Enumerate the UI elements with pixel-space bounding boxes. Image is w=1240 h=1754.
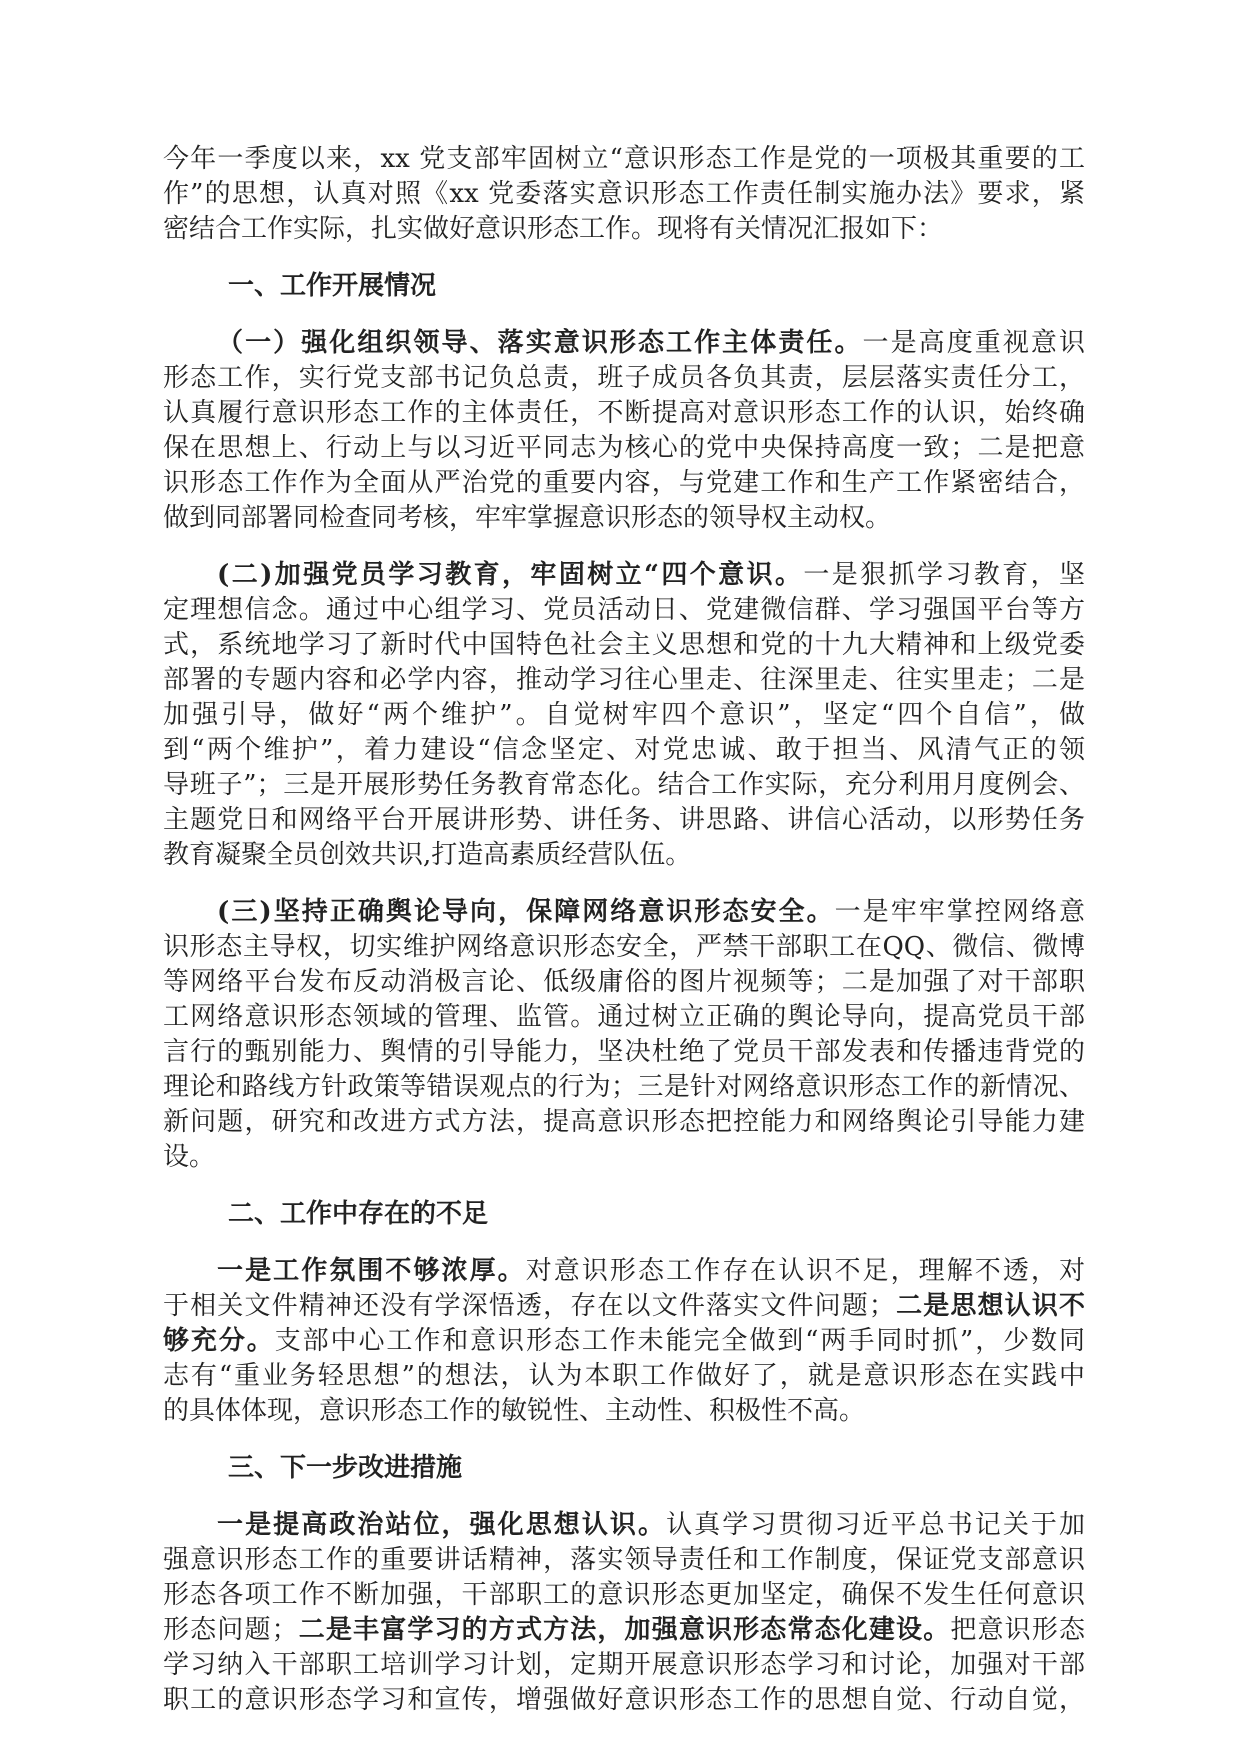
text-line bbox=[163, 965, 1085, 1000]
text: 把意识形态 bbox=[950, 1615, 1085, 1645]
text-line bbox=[163, 1140, 1085, 1175]
text-line bbox=[163, 1543, 1085, 1578]
text: 一是狠抓学习教育，坚 bbox=[803, 560, 1085, 590]
text: 做到同部署同检查同考核，牢牢掌握意识形态的领导权主动权。 bbox=[163, 503, 892, 533]
text-line bbox=[163, 1578, 1085, 1613]
text-line bbox=[163, 768, 1085, 803]
document-body bbox=[163, 142, 1085, 1740]
text-line bbox=[163, 803, 1085, 838]
text-line bbox=[163, 1000, 1085, 1035]
text: 保在思想上、行动上与以习近平同志为核心的党中央保持高度一致；二是把意 bbox=[163, 433, 1085, 463]
paragraph bbox=[163, 558, 1085, 873]
text-line bbox=[163, 663, 1085, 698]
text-line bbox=[163, 212, 1085, 247]
text: 今年一季度以来，xx 党支部牢固树立“意识形态工作是党的一项极其重要的工 bbox=[163, 144, 1085, 174]
text-line bbox=[163, 1035, 1085, 1070]
section-heading bbox=[163, 269, 1085, 304]
text-line bbox=[163, 431, 1085, 466]
text-line bbox=[163, 1105, 1085, 1140]
text: 二、工作中存在的不足 bbox=[228, 1199, 489, 1229]
text-line bbox=[163, 1359, 1085, 1394]
text-line bbox=[163, 466, 1085, 501]
text: 强意识形态工作的重要讲话精神，落实领导责任和工作制度，保证党支部意识 bbox=[163, 1545, 1085, 1575]
text: 新问题，研究和改进方式方法，提高意识形态把控能力和网络舆论引导能力建 bbox=[163, 1107, 1085, 1137]
text: 部署的专题内容和必学内容，推动学习往心里走、往深里走、往实里走；二是 bbox=[163, 665, 1085, 695]
section-heading bbox=[163, 1197, 1085, 1232]
text-line bbox=[163, 895, 1085, 930]
text-line bbox=[163, 558, 1085, 593]
text-line bbox=[163, 501, 1085, 536]
text: 一是高度重视意识 bbox=[862, 328, 1085, 358]
text-line bbox=[163, 1254, 1085, 1289]
text: 等网络平台发布反动消极言论、低级庸俗的图片视频等；二是加强了对干部职 bbox=[163, 967, 1085, 997]
paragraph bbox=[163, 142, 1085, 247]
text: 识形态主导权，切实维护网络意识形态安全，严禁干部职工在QQ、微信、微博 bbox=[163, 932, 1085, 962]
text: 工网络意识形态领域的管理、监管。通过树立正确的舆论导向，提高党员干部 bbox=[163, 1002, 1085, 1032]
text: 到“两个维护”，着力建设“信念坚定、对党忠诚、敢于担当、风清气正的领 bbox=[163, 735, 1085, 765]
paragraph bbox=[163, 1254, 1085, 1429]
text: 加强引导，做好“两个维护”。自觉树牢四个意识”，坚定“四个自信”，做 bbox=[163, 700, 1085, 730]
text-line bbox=[163, 142, 1085, 177]
text: 定理想信念。通过中心组学习、党员活动日、党建微信群、学习强国平台等方 bbox=[163, 595, 1085, 625]
text-line bbox=[163, 177, 1085, 212]
text-line bbox=[163, 396, 1085, 431]
text: 支部中心工作和意识形态工作未能完全做到“两手同时抓”，少数同 bbox=[274, 1326, 1085, 1356]
text: 作”的思想，认真对照《xx 党委落实意识形态工作责任制实施办法》要求，紧 bbox=[163, 179, 1085, 209]
text-line bbox=[163, 361, 1085, 396]
text: 三、下一步改进措施 bbox=[228, 1453, 463, 1483]
text: 的具体体现，意识形态工作的敏锐性、主动性、积极性不高。 bbox=[163, 1396, 866, 1426]
text: 一是牢牢掌控网络意 bbox=[834, 897, 1085, 927]
text-line bbox=[163, 1683, 1085, 1718]
text-line bbox=[163, 1451, 1085, 1486]
text-line bbox=[163, 1613, 1085, 1648]
text: 主题党日和网络平台开展讲形势、讲任务、讲思路、讲信心活动，以形势任务 bbox=[163, 805, 1085, 835]
text: 认真学习贯彻习近平总书记关于加 bbox=[666, 1510, 1085, 1540]
text: 教育凝聚全员创效共识,打造高素质经营队伍。 bbox=[163, 840, 692, 870]
text: 式，系统地学习了新时代中国特色社会主义思想和党的十九大精神和上级党委 bbox=[163, 630, 1085, 660]
bold-text: (二)加强党员学习教育，牢固树立“四个意识。 bbox=[217, 560, 804, 590]
text-line bbox=[163, 1324, 1085, 1359]
paragraph bbox=[163, 895, 1085, 1175]
text-line bbox=[163, 269, 1085, 304]
text: 学习纳入干部职工培训学习计划，定期开展意识形态学习和讨论，加强对干部 bbox=[163, 1650, 1085, 1680]
text-line bbox=[163, 1508, 1085, 1543]
bold-text: （一）强化组织领导、落实意识形态工作主体责任。 bbox=[217, 328, 863, 358]
text: 理论和路线方针政策等错误观点的行为；三是针对网络意识形态工作的新情况、 bbox=[163, 1072, 1085, 1102]
paragraph bbox=[163, 1508, 1085, 1718]
text-line bbox=[163, 838, 1085, 873]
text: 识形态工作作为全面从严治党的重要内容，与党建工作和生产工作紧密结合， bbox=[163, 468, 1085, 498]
text: 形态工作，实行党支部书记负总责，班子成员各负其责，层层落实责任分工， bbox=[163, 363, 1085, 393]
text-line bbox=[163, 628, 1085, 663]
text-line bbox=[163, 733, 1085, 768]
text: 形态问题； bbox=[163, 1615, 298, 1645]
text: 对意识形态工作存在认识不足，理解不透，对 bbox=[525, 1256, 1085, 1286]
bold-text: 二是丰富学习的方式方法，加强意识形态常态化建设。 bbox=[297, 1615, 951, 1645]
text-line bbox=[163, 1197, 1085, 1232]
text: 言行的甄别能力、舆情的引导能力，坚决杜绝了党员干部发表和传播违背党的 bbox=[163, 1037, 1085, 1067]
text-line bbox=[163, 698, 1085, 733]
bold-text: 一是提高政治站位，强化思想认识。 bbox=[217, 1510, 667, 1540]
text-line bbox=[163, 1070, 1085, 1105]
bold-text: 够充分。 bbox=[163, 1326, 275, 1356]
text-line bbox=[163, 1289, 1085, 1324]
section-heading bbox=[163, 1451, 1085, 1486]
text-line bbox=[163, 930, 1085, 965]
bold-text: 一是工作氛围不够浓厚。 bbox=[217, 1256, 526, 1286]
text: 志有“重业务轻思想”的想法，认为本职工作做好了，就是意识形态在实践中 bbox=[163, 1361, 1085, 1391]
text-line bbox=[163, 326, 1085, 361]
paragraph bbox=[163, 326, 1085, 536]
text: 认真履行意识形态工作的主体责任，不断提高对意识形态工作的认识，始终确 bbox=[163, 398, 1085, 428]
bold-text: 二是思想认识不 bbox=[894, 1291, 1085, 1321]
text: 职工的意识形态学习和宣传，增强做好意识形态工作的思想自觉、行动自觉， bbox=[163, 1685, 1085, 1715]
text: 设。 bbox=[163, 1142, 216, 1172]
text-line bbox=[163, 593, 1085, 628]
text-line bbox=[163, 1394, 1085, 1429]
text: 形态各项工作不断加强，干部职工的意识形态更加坚定，确保不发生任何意识 bbox=[163, 1580, 1085, 1610]
text: 于相关文件精神还没有学深悟透，存在以文件落实文件问题； bbox=[163, 1291, 895, 1321]
text: 密结合工作实际，扎实做好意识形态工作。现将有关情况汇报如下： bbox=[163, 214, 944, 244]
bold-text: (三)坚持正确舆论导向，保障网络意识形态安全。 bbox=[217, 897, 835, 927]
text-line bbox=[163, 1648, 1085, 1683]
text: 导班子”；三是开展形势任务教育常态化。结合工作实际，充分利用月度例会、 bbox=[163, 770, 1085, 800]
text: 一、工作开展情况 bbox=[228, 271, 437, 301]
